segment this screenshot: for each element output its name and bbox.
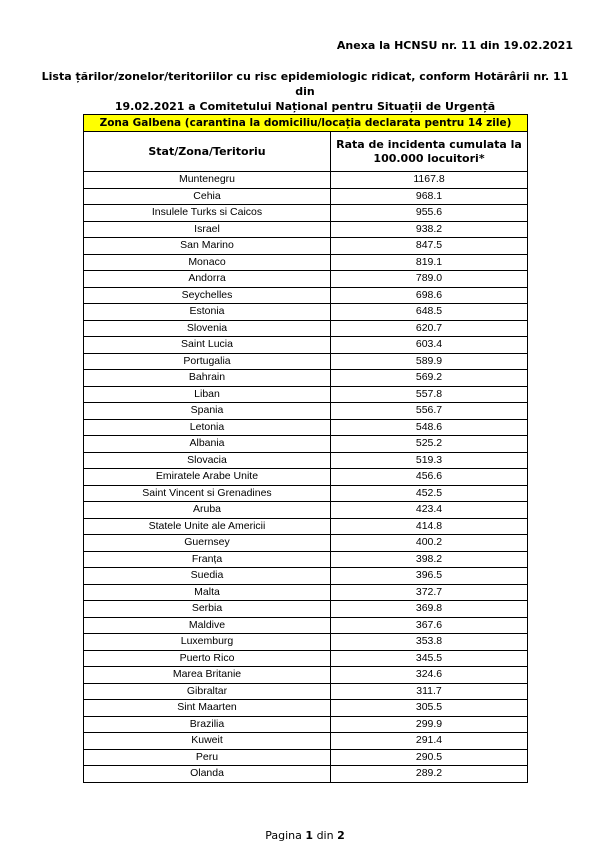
table-row — [84, 238, 528, 255]
zone-title: Zona Galbena (carantina la domiciliu/locația declarata pentru 14 zile) — [84, 115, 528, 132]
country-cell: Luxemburg — [84, 634, 331, 651]
country-cell: Letonia — [84, 419, 331, 436]
table-row — [84, 337, 528, 354]
country-cell: Seychelles — [84, 287, 331, 304]
rate-cell: 423.4 — [331, 502, 528, 519]
title-line-1: Lista țărilor/zonelor/teritoriilor cu risc epidemiologic ridicat, conform Hotărârii nr. 11 din — [41, 70, 569, 98]
table-row — [84, 188, 528, 205]
table-row — [84, 535, 528, 552]
country-cell: Slovacia — [84, 452, 331, 469]
table-row — [84, 518, 528, 535]
table-row — [84, 287, 528, 304]
country-cell: Slovenia — [84, 320, 331, 337]
country-cell: Brazilia — [84, 716, 331, 733]
table-row — [84, 568, 528, 585]
table-row — [84, 271, 528, 288]
table-row — [84, 667, 528, 684]
rate-cell: 603.4 — [331, 337, 528, 354]
table-row — [84, 650, 528, 667]
rate-cell: 1167.8 — [331, 172, 528, 189]
table-row — [84, 403, 528, 420]
country-cell: Kuweit — [84, 733, 331, 750]
page-footer — [0, 829, 610, 842]
page-word: Pagina — [265, 829, 302, 842]
country-cell: Estonia — [84, 304, 331, 321]
table-row — [84, 436, 528, 453]
table-body — [84, 172, 528, 783]
table-row — [84, 502, 528, 519]
column-header-rate — [331, 132, 528, 172]
rate-cell: 955.6 — [331, 205, 528, 222]
country-cell: Puerto Rico — [84, 650, 331, 667]
country-cell: Serbia — [84, 601, 331, 618]
rate-cell: 299.9 — [331, 716, 528, 733]
table-row — [84, 700, 528, 717]
rate-cell: 847.5 — [331, 238, 528, 255]
rate-cell: 968.1 — [331, 188, 528, 205]
table-row — [84, 584, 528, 601]
rate-cell: 305.5 — [331, 700, 528, 717]
rate-cell: 452.5 — [331, 485, 528, 502]
table-row — [84, 320, 528, 337]
country-cell: Sint Maarten — [84, 700, 331, 717]
rate-cell: 698.6 — [331, 287, 528, 304]
table-row — [84, 601, 528, 618]
country-cell: Franța — [84, 551, 331, 568]
country-cell: Portugalia — [84, 353, 331, 370]
table-row — [84, 386, 528, 403]
rate-cell: 398.2 — [331, 551, 528, 568]
table-row — [84, 634, 528, 651]
table-row — [84, 733, 528, 750]
country-cell: Statele Unite ale Americii — [84, 518, 331, 535]
rate-cell: 324.6 — [331, 667, 528, 684]
rate-cell: 290.5 — [331, 749, 528, 766]
rate-cell: 519.3 — [331, 452, 528, 469]
table-row — [84, 749, 528, 766]
country-cell: Albania — [84, 436, 331, 453]
country-cell: Marea Britanie — [84, 667, 331, 684]
column-header-country: Stat/Zona/Teritoriu — [84, 132, 331, 172]
rate-cell: 291.4 — [331, 733, 528, 750]
annex-reference: Anexa la HCNSU nr. 11 din 19.02.2021 — [336, 39, 573, 52]
country-cell: Saint Lucia — [84, 337, 331, 354]
country-cell: Andorra — [84, 271, 331, 288]
page-current: 1 — [305, 829, 314, 842]
rate-cell: 369.8 — [331, 601, 528, 618]
rate-cell: 589.9 — [331, 353, 528, 370]
table-row — [84, 254, 528, 271]
table-row — [84, 205, 528, 222]
rate-cell: 353.8 — [331, 634, 528, 651]
table-row — [84, 370, 528, 387]
table-row — [84, 304, 528, 321]
country-cell: Muntenegru — [84, 172, 331, 189]
table-row — [84, 485, 528, 502]
country-cell: Gibraltar — [84, 683, 331, 700]
country-cell: Aruba — [84, 502, 331, 519]
table-row — [84, 469, 528, 486]
rate-cell: 620.7 — [331, 320, 528, 337]
country-cell: Malta — [84, 584, 331, 601]
rate-cell: 548.6 — [331, 419, 528, 436]
table-row — [84, 617, 528, 634]
country-cell: Israel — [84, 221, 331, 238]
rate-cell: 414.8 — [331, 518, 528, 535]
rate-cell: 367.6 — [331, 617, 528, 634]
rate-cell: 456.6 — [331, 469, 528, 486]
table-row — [84, 419, 528, 436]
rate-cell: 648.5 — [331, 304, 528, 321]
country-cell: Saint Vincent si Grenadines — [84, 485, 331, 502]
page-total: 2 — [337, 829, 345, 842]
rate-cell: 789.0 — [331, 271, 528, 288]
country-cell: Suedia — [84, 568, 331, 585]
of-word: din — [316, 829, 334, 842]
country-cell: Guernsey — [84, 535, 331, 552]
rate-cell: 938.2 — [331, 221, 528, 238]
table-row — [84, 766, 528, 783]
country-cell: Cehia — [84, 188, 331, 205]
rate-cell: 525.2 — [331, 436, 528, 453]
rate-cell: 819.1 — [331, 254, 528, 271]
table-row — [84, 452, 528, 469]
table-row — [84, 551, 528, 568]
rate-cell: 345.5 — [331, 650, 528, 667]
country-cell: Liban — [84, 386, 331, 403]
rate-cell: 396.5 — [331, 568, 528, 585]
rate-cell: 311.7 — [331, 683, 528, 700]
title-line-2: 19.02.2021 a Comitetului Național pentru Situații de Urgență — [114, 100, 496, 113]
country-cell: San Marino — [84, 238, 331, 255]
country-cell: Monaco — [84, 254, 331, 271]
country-cell: Maldive — [84, 617, 331, 634]
rate-header-line-1: Rata de incidenta cumulata la — [336, 137, 522, 151]
rate-cell: 400.2 — [331, 535, 528, 552]
table-row — [84, 683, 528, 700]
table-row — [84, 716, 528, 733]
document-title — [40, 69, 570, 114]
country-cell: Spania — [84, 403, 331, 420]
rate-cell: 556.7 — [331, 403, 528, 420]
rate-cell: 372.7 — [331, 584, 528, 601]
country-cell: Olanda — [84, 766, 331, 783]
country-cell: Insulele Turks si Caicos — [84, 205, 331, 222]
country-cell: Emiratele Arabe Unite — [84, 469, 331, 486]
rate-cell: 569.2 — [331, 370, 528, 387]
table-row — [84, 353, 528, 370]
rate-cell: 289.2 — [331, 766, 528, 783]
table-row — [84, 221, 528, 238]
risk-table — [83, 114, 528, 783]
rate-header-line-2: 100.000 locuitori* — [373, 151, 485, 165]
table-row — [84, 172, 528, 189]
country-cell: Peru — [84, 749, 331, 766]
rate-cell: 557.8 — [331, 386, 528, 403]
country-cell: Bahrain — [84, 370, 331, 387]
